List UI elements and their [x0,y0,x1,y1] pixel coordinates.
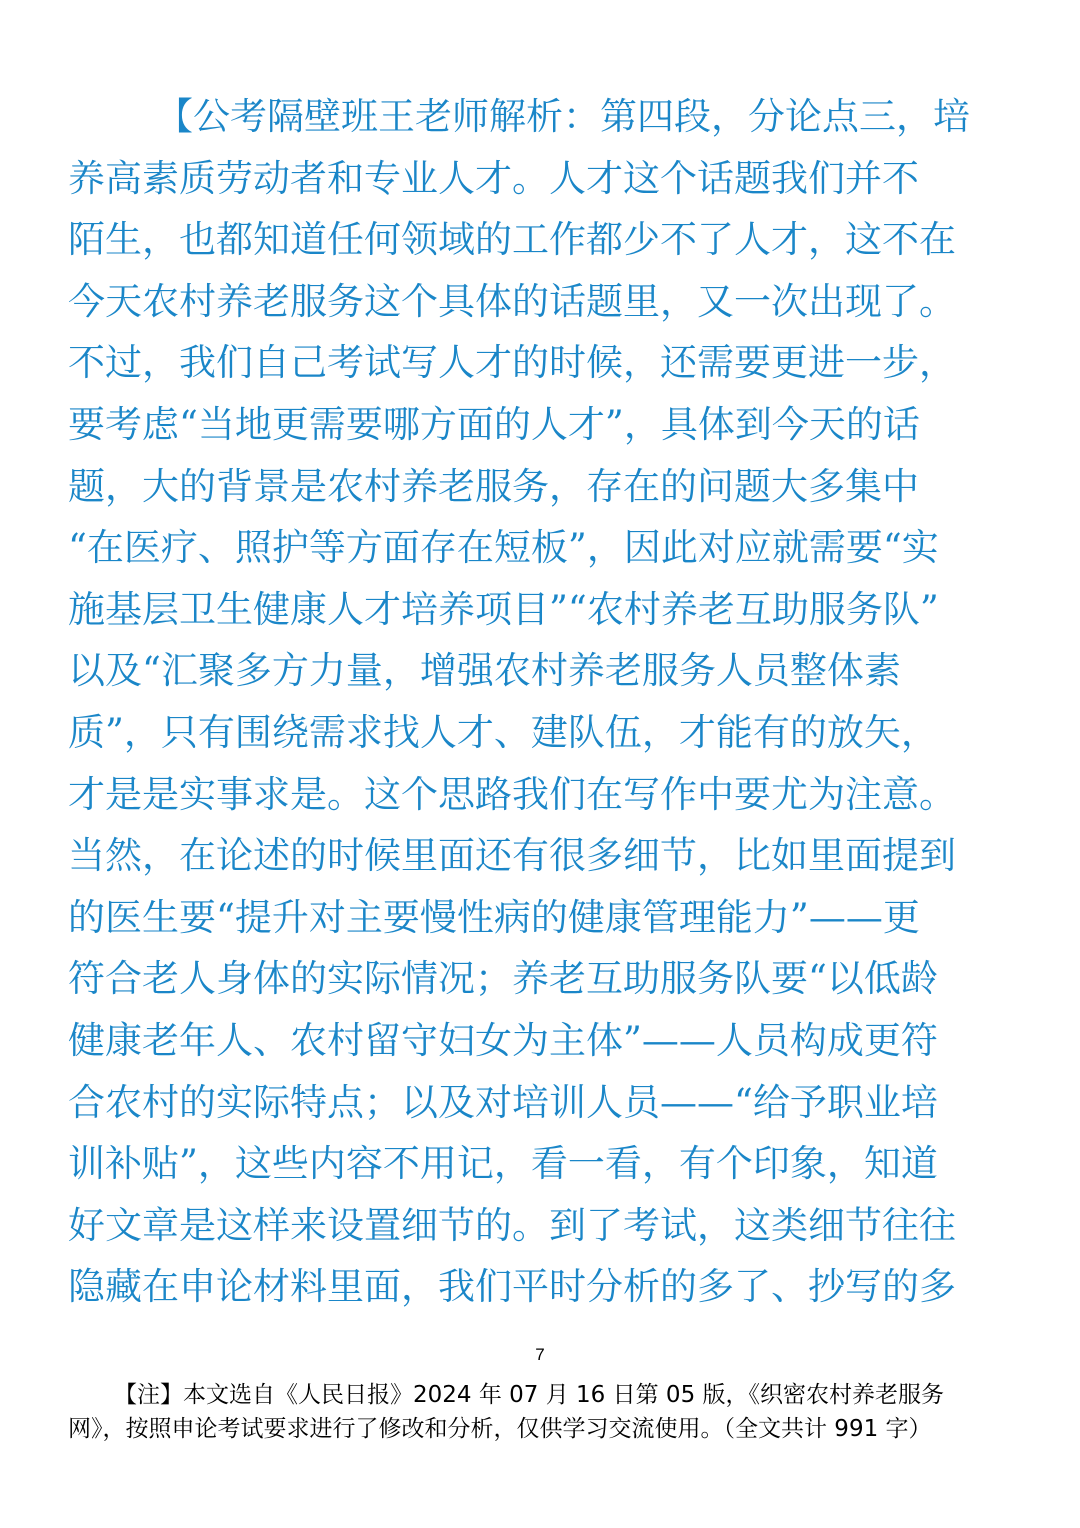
paragraph-line: 符合老人身体的实际情况；养老互助服务队要“以低龄 [68,957,938,1001]
paragraph-line: 以及“汇聚多方力量，增强农村养老服务人员整体素 [68,649,901,693]
paragraph-line: 题，大的背景是农村养老服务，存在的问题大多集中 [68,464,919,508]
paragraph-line: 质”，只有围绕需求找人才、建队伍，才能有的放矢， [68,710,938,754]
paragraph-line: 才是是实事求是。这个思路我们在写作中要尤为注意。 [68,772,956,816]
page-number: 7 [535,1345,545,1364]
paragraph-line: 合农村的实际特点；以及对培训人员——“给予职业培 [68,1080,938,1124]
footnote [68,1378,1012,1446]
paragraph-line: 【公考隔壁班王老师解析：第四段，分论点三，培 [156,95,970,138]
paragraph-line: 健康老年人、农村留守妇女为主体”——人员构成更符 [68,1018,938,1062]
paragraph-line: 的医生要“提升对主要慢性病的健康管理能力”——更 [68,895,920,939]
paragraph-line: 不过，我们自己考试写人才的时候，还需要更进一步， [68,341,956,385]
paragraph-line: 当然，在论述的时候里面还有很多细节，比如里面提到 [68,834,956,878]
paragraph-line: 训补贴”，这些内容不用记，看一看，有个印象，知道 [68,1142,938,1186]
footnote-line: 网》，按照申论考试要求进行了修改和分析，仅供学习交流使用。（全文共计 991 字） [68,1416,932,1442]
paragraph-line: 要考虑“当地更需要哪方面的人才”，具体到今天的话 [68,402,920,446]
paragraph-line: 今天农村养老服务这个具体的话题里，又一次出现了。 [68,279,956,323]
footnote-line: 【注】本文选自《人民日报》2024 年 07 月 16 日第 05 版，《织密农村养老服务 [114,1382,945,1408]
paragraph-line: 隐藏在申论材料里面，我们平时分析的多了、抄写的多 [68,1265,956,1309]
paragraph-line: “在医疗、照护等方面存在短板”，因此对应就需要“实 [68,526,939,570]
paragraph-line: 养高素质劳动者和专业人才。人才这个话题我们并不 [68,156,919,200]
paragraph-line: 陌生，也都知道任何领域的工作都少不了人才，这不在 [68,218,956,262]
analysis-paragraph [68,86,1012,1318]
paragraph-line: 施基层卫生健康人才培养项目”“农村养老互助服务队” [68,587,939,631]
paragraph-line: 好文章是这样来设置细节的。到了考试，这类细节往往 [68,1203,956,1247]
